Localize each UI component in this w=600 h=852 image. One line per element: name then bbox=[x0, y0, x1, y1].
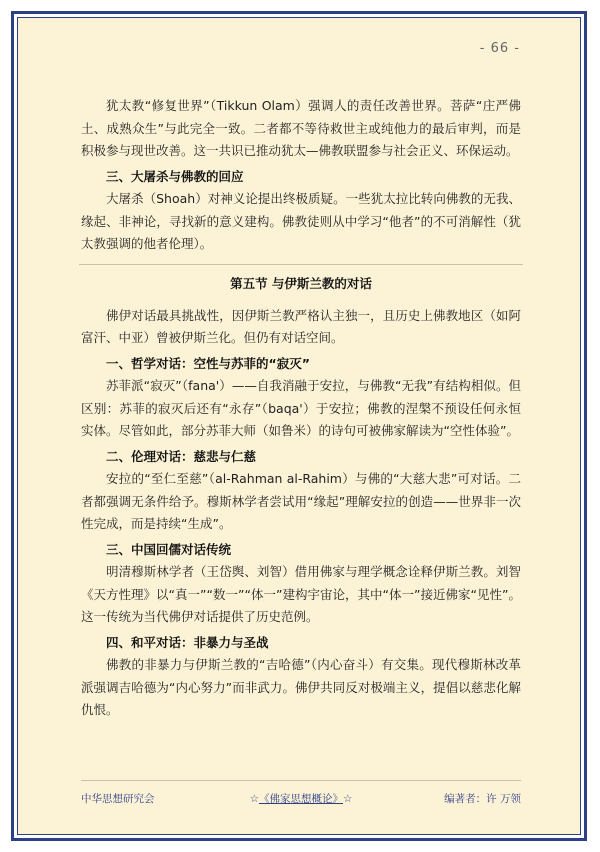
paragraph-philosophy: 苏菲派“寂灭”（fana'）——自我消融于安拉，与佛教“无我”有结构相似。但区别：苏菲的寂灭后还有“永存”（baqa'）于安拉；佛教的涅槃不预设任何永恒实体。尽管如此，部分苏菲大师（如鲁米）的诗句可被佛家解读为“空性体验”。 bbox=[81, 378, 521, 438]
section-divider bbox=[79, 264, 523, 265]
paragraph-peace: 佛教的非暴力与伊斯兰教的“吉哈德”（内心奋斗）有交集。现代穆斯林改革派强调吉哈德为“内心努力”而非武力。佛伊共同反对极端主义，提倡以慈悲化解仇恨。 bbox=[81, 657, 521, 717]
paragraph-holocaust: 大屠杀（Shoah）对神义论提出终极质疑。一些犹太拉比转向佛教的无我、缘起、非神论，寻找新的意义建构。佛教徒则从中学习“他者”的不可消解性（犹太教强调的他者伦理）。 bbox=[81, 191, 521, 251]
section-heading-chinese-tradition: 三、中国回儒对话传统 bbox=[106, 541, 232, 557]
page-number: - 66 - bbox=[479, 41, 520, 56]
page-body bbox=[81, 95, 521, 722]
section-heading-holocaust: 三、大屠杀与佛教的回应 bbox=[106, 168, 244, 184]
section-heading-ethics: 二、伦理对话：慈悲与仁慈 bbox=[106, 448, 257, 464]
footer-author: 编著者：许 万领 bbox=[444, 793, 521, 805]
paragraph-ethics: 安拉的“至仁至慈”（al-Rahman al-Rahim）与佛的“大慈大悲”可对话。二者都强调无条件给予。穆斯林学者尝试用“缘起”理解安拉的创造——世界非一次性完成，而是持续“生成”。 bbox=[81, 471, 521, 531]
footer-divider bbox=[81, 780, 521, 781]
chapter-title: 第五节 与伊斯兰教的对话 bbox=[230, 275, 372, 291]
chapter-intro: 佛伊对话最具挑战性，因伊斯兰教严格认主独一，且历史上佛教地区（如阿富汗、中亚）曾被伊斯兰化。但仍有对话空间。 bbox=[81, 307, 521, 345]
paragraph-tikkun-olam: 犹太教“修复世界”（Tikkun Olam）强调人的责任改善世界。菩萨“庄严佛土、成熟众生”与此完全一致。二者都不等待救世主或纯他力的最后审判，而是积极参与现世改善。这一共识已推动犹太—佛教联盟参与社会正义、环保运动。 bbox=[81, 98, 521, 158]
star-left-icon: ☆ bbox=[249, 793, 259, 805]
section-heading-philosophy: 一、哲学对话：空性与苏菲的“寂灭” bbox=[106, 355, 310, 371]
footer-publisher: 中华思想研究会 bbox=[81, 793, 155, 805]
star-right-icon: ☆ bbox=[343, 793, 353, 805]
paragraph-chinese-tradition: 明清穆斯林学者（王岱舆、刘智）借用佛家与理学概念诠释伊斯兰教。刘智《天方性理》以“真一”“数一”“体一”建构宇宙论，其中“体一”接近佛家“见性”。这一传统为当代佛伊对话提供了历史范例。 bbox=[81, 564, 521, 624]
section-heading-peace: 四、和平对话：非暴力与圣战 bbox=[106, 634, 269, 650]
footer-book-title: 《佛家思想概论》 bbox=[259, 793, 343, 805]
